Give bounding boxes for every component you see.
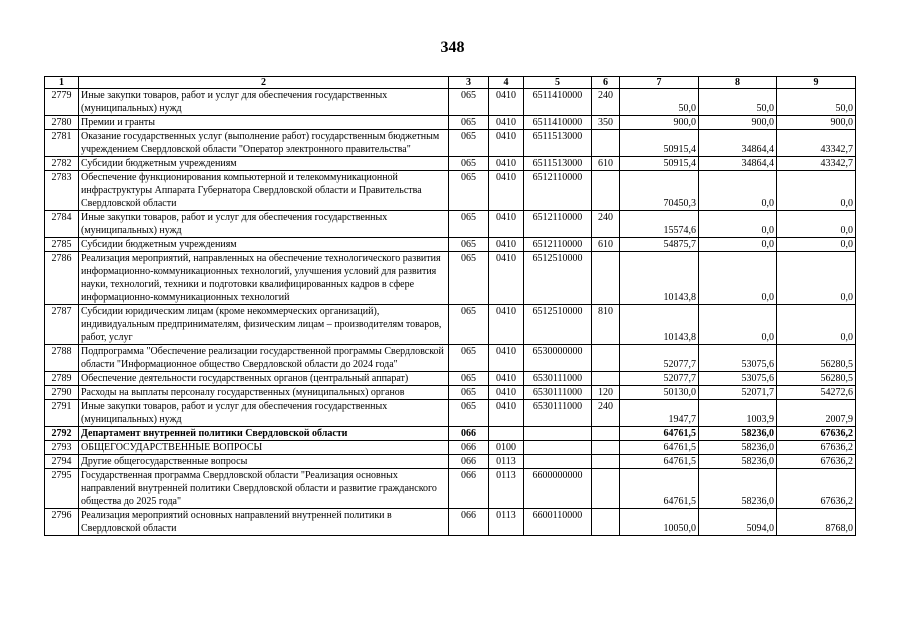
ministry-code: 065 bbox=[449, 238, 489, 252]
ministry-code: 065 bbox=[449, 211, 489, 238]
expense-type-code: 610 bbox=[592, 238, 620, 252]
section-code: 0410 bbox=[489, 89, 524, 116]
row-number: 2780 bbox=[45, 116, 79, 130]
row-number: 2791 bbox=[45, 400, 79, 427]
amount-col7: 10143,8 bbox=[620, 305, 699, 345]
row-number: 2781 bbox=[45, 130, 79, 157]
amount-col7: 52077,7 bbox=[620, 345, 699, 372]
table-row bbox=[45, 130, 856, 157]
amount-col8: 50,0 bbox=[699, 89, 777, 116]
target-code bbox=[524, 427, 592, 441]
header-cell: 5 bbox=[524, 77, 592, 89]
target-code: 6511410000 bbox=[524, 89, 592, 116]
target-code: 6530111000 bbox=[524, 372, 592, 386]
section-code: 0113 bbox=[489, 469, 524, 509]
header-cell: 4 bbox=[489, 77, 524, 89]
header-cell: 1 bbox=[45, 77, 79, 89]
ministry-code: 066 bbox=[449, 469, 489, 509]
amount-col7: 15574,6 bbox=[620, 211, 699, 238]
target-code: 6512110000 bbox=[524, 238, 592, 252]
target-code bbox=[524, 455, 592, 469]
expense-type-code bbox=[592, 130, 620, 157]
table-row bbox=[45, 441, 856, 455]
row-number: 2794 bbox=[45, 455, 79, 469]
target-code: 6511410000 bbox=[524, 116, 592, 130]
row-number: 2784 bbox=[45, 211, 79, 238]
table-row bbox=[45, 400, 856, 427]
expense-type-code: 240 bbox=[592, 400, 620, 427]
table-row bbox=[45, 211, 856, 238]
expense-type-code: 240 bbox=[592, 89, 620, 116]
amount-col7: 54875,7 bbox=[620, 238, 699, 252]
amount-col8: 58236,0 bbox=[699, 469, 777, 509]
row-number: 2786 bbox=[45, 252, 79, 305]
amount-col8: 58236,0 bbox=[699, 427, 777, 441]
row-description: Подпрограмма "Обеспечение реализации государственной программы Свердловской области "Информационное общество Свердловской области до 2024 года" bbox=[79, 345, 449, 372]
section-code: 0410 bbox=[489, 116, 524, 130]
row-description: Реализация мероприятий основных направлений внутренней политики в Свердловской области bbox=[79, 509, 449, 536]
row-number: 2790 bbox=[45, 386, 79, 400]
section-code: 0100 bbox=[489, 441, 524, 455]
amount-col7: 64761,5 bbox=[620, 455, 699, 469]
amount-col9: 43342,7 bbox=[777, 130, 856, 157]
target-code: 6512110000 bbox=[524, 171, 592, 211]
expense-type-code: 240 bbox=[592, 211, 620, 238]
section-code: 0113 bbox=[489, 509, 524, 536]
header-cell: 9 bbox=[777, 77, 856, 89]
expense-type-code bbox=[592, 252, 620, 305]
ministry-code: 066 bbox=[449, 427, 489, 441]
amount-col8: 58236,0 bbox=[699, 441, 777, 455]
header-cell: 2 bbox=[79, 77, 449, 89]
section-code: 0410 bbox=[489, 386, 524, 400]
header-row bbox=[45, 77, 856, 89]
section-code: 0410 bbox=[489, 252, 524, 305]
expense-type-code bbox=[592, 469, 620, 509]
row-description: Премии и гранты bbox=[79, 116, 449, 130]
row-number: 2785 bbox=[45, 238, 79, 252]
table-row bbox=[45, 386, 856, 400]
amount-col9: 0,0 bbox=[777, 238, 856, 252]
section-code: 0410 bbox=[489, 157, 524, 171]
row-description: Субсидии юридическим лицам (кроме некоммерческих организаций), индивидуальным предпринимателям, физическим лицам – производителям товаров, работ, услуг bbox=[79, 305, 449, 345]
table-row bbox=[45, 305, 856, 345]
amount-col7: 50915,4 bbox=[620, 130, 699, 157]
amount-col9: 0,0 bbox=[777, 252, 856, 305]
amount-col8: 0,0 bbox=[699, 211, 777, 238]
table-row bbox=[45, 238, 856, 252]
section-code bbox=[489, 427, 524, 441]
target-code: 6512110000 bbox=[524, 211, 592, 238]
amount-col9: 54272,6 bbox=[777, 386, 856, 400]
amount-col8: 0,0 bbox=[699, 238, 777, 252]
target-code: 6530111000 bbox=[524, 400, 592, 427]
expense-type-code bbox=[592, 455, 620, 469]
row-number: 2782 bbox=[45, 157, 79, 171]
expense-type-code bbox=[592, 171, 620, 211]
section-code: 0410 bbox=[489, 211, 524, 238]
target-code: 6511513000 bbox=[524, 157, 592, 171]
table-row bbox=[45, 345, 856, 372]
target-code bbox=[524, 441, 592, 455]
amount-col8: 53075,6 bbox=[699, 372, 777, 386]
row-number: 2788 bbox=[45, 345, 79, 372]
row-description: Субсидии бюджетным учреждениям bbox=[79, 157, 449, 171]
ministry-code: 065 bbox=[449, 157, 489, 171]
ministry-code: 065 bbox=[449, 400, 489, 427]
amount-col7: 50130,0 bbox=[620, 386, 699, 400]
header-cell: 6 bbox=[592, 77, 620, 89]
row-description: Иные закупки товаров, работ и услуг для обеспечения государственных (муниципальных) нужд bbox=[79, 89, 449, 116]
ministry-code: 065 bbox=[449, 305, 489, 345]
amount-col9: 56280,5 bbox=[777, 345, 856, 372]
ministry-code: 065 bbox=[449, 345, 489, 372]
row-number: 2789 bbox=[45, 372, 79, 386]
amount-col9: 2007,9 bbox=[777, 400, 856, 427]
budget-table bbox=[44, 76, 856, 536]
amount-col8: 5094,0 bbox=[699, 509, 777, 536]
row-description: Иные закупки товаров, работ и услуг для обеспечения государственных (муниципальных) нужд bbox=[79, 400, 449, 427]
expense-type-code bbox=[592, 427, 620, 441]
table-row bbox=[45, 455, 856, 469]
ministry-code: 065 bbox=[449, 89, 489, 116]
amount-col8: 53075,6 bbox=[699, 345, 777, 372]
ministry-code: 066 bbox=[449, 509, 489, 536]
expense-type-code: 810 bbox=[592, 305, 620, 345]
row-number: 2787 bbox=[45, 305, 79, 345]
ministry-code: 065 bbox=[449, 130, 489, 157]
table-row bbox=[45, 89, 856, 116]
header-cell: 8 bbox=[699, 77, 777, 89]
section-code: 0410 bbox=[489, 238, 524, 252]
amount-col8: 0,0 bbox=[699, 305, 777, 345]
row-description: Иные закупки товаров, работ и услуг для обеспечения государственных (муниципальных) нужд bbox=[79, 211, 449, 238]
row-number: 2796 bbox=[45, 509, 79, 536]
ministry-code: 066 bbox=[449, 441, 489, 455]
header-cell: 7 bbox=[620, 77, 699, 89]
row-description: Государственная программа Свердловской области "Реализация основных направлений внутренней политики Свердловской области и развитие гражданского общества до 2025 года" bbox=[79, 469, 449, 509]
row-description: Расходы на выплаты персоналу государственных (муниципальных) органов bbox=[79, 386, 449, 400]
amount-col9: 0,0 bbox=[777, 305, 856, 345]
row-description: Обеспечение деятельности государственных органов (центральный аппарат) bbox=[79, 372, 449, 386]
ministry-code: 065 bbox=[449, 386, 489, 400]
amount-col7: 10050,0 bbox=[620, 509, 699, 536]
expense-type-code bbox=[592, 372, 620, 386]
table-row bbox=[45, 157, 856, 171]
amount-col8: 34864,4 bbox=[699, 130, 777, 157]
table-row bbox=[45, 171, 856, 211]
amount-col8: 0,0 bbox=[699, 252, 777, 305]
ministry-code: 066 bbox=[449, 455, 489, 469]
amount-col7: 64761,5 bbox=[620, 427, 699, 441]
table-row bbox=[45, 469, 856, 509]
target-code: 6600110000 bbox=[524, 509, 592, 536]
table-row bbox=[45, 509, 856, 536]
expense-type-code bbox=[592, 509, 620, 536]
target-code: 6530111000 bbox=[524, 386, 592, 400]
amount-col7: 52077,7 bbox=[620, 372, 699, 386]
amount-col8: 1003,9 bbox=[699, 400, 777, 427]
row-number: 2783 bbox=[45, 171, 79, 211]
row-description: Другие общегосударственные вопросы bbox=[79, 455, 449, 469]
row-description: Департамент внутренней политики Свердловской области bbox=[79, 427, 449, 441]
section-code: 0410 bbox=[489, 171, 524, 211]
expense-type-code: 350 bbox=[592, 116, 620, 130]
amount-col9: 67636,2 bbox=[777, 427, 856, 441]
amount-col8: 900,0 bbox=[699, 116, 777, 130]
ministry-code: 065 bbox=[449, 252, 489, 305]
section-code: 0410 bbox=[489, 305, 524, 345]
target-code: 6512510000 bbox=[524, 305, 592, 345]
amount-col7: 70450,3 bbox=[620, 171, 699, 211]
row-description: Оказание государственных услуг (выполнение работ) государственным бюджетным учреждением Свердловской области "Оператор электронного правительства" bbox=[79, 130, 449, 157]
amount-col9: 0,0 bbox=[777, 171, 856, 211]
row-description: Реализация мероприятий, направленных на обеспечение технологического развития информационно-коммуникационных технологий, улучшения условий для развития науки, технологий, техники и подготовки квалифицированных кадров в сфере информационно-коммуникационных технологий bbox=[79, 252, 449, 305]
row-number: 2792 bbox=[45, 427, 79, 441]
row-description: Субсидии бюджетным учреждениям bbox=[79, 238, 449, 252]
target-code: 6600000000 bbox=[524, 469, 592, 509]
table-row bbox=[45, 427, 856, 441]
amount-col8: 34864,4 bbox=[699, 157, 777, 171]
target-code: 6530000000 bbox=[524, 345, 592, 372]
section-code: 0410 bbox=[489, 372, 524, 386]
header-cell: 3 bbox=[449, 77, 489, 89]
amount-col8: 52071,7 bbox=[699, 386, 777, 400]
target-code: 6511513000 bbox=[524, 130, 592, 157]
row-number: 2793 bbox=[45, 441, 79, 455]
section-code: 0410 bbox=[489, 400, 524, 427]
section-code: 0113 bbox=[489, 455, 524, 469]
expense-type-code: 610 bbox=[592, 157, 620, 171]
amount-col8: 58236,0 bbox=[699, 455, 777, 469]
row-number: 2795 bbox=[45, 469, 79, 509]
amount-col9: 900,0 bbox=[777, 116, 856, 130]
amount-col7: 64761,5 bbox=[620, 441, 699, 455]
amount-col7: 50915,4 bbox=[620, 157, 699, 171]
table-row bbox=[45, 116, 856, 130]
ministry-code: 065 bbox=[449, 171, 489, 211]
amount-col7: 50,0 bbox=[620, 89, 699, 116]
amount-col9: 67636,2 bbox=[777, 441, 856, 455]
amount-col9: 8768,0 bbox=[777, 509, 856, 536]
expense-type-code bbox=[592, 345, 620, 372]
expense-type-code bbox=[592, 441, 620, 455]
amount-col9: 0,0 bbox=[777, 211, 856, 238]
table-row bbox=[45, 372, 856, 386]
ministry-code: 065 bbox=[449, 116, 489, 130]
page-number: 348 bbox=[440, 39, 465, 56]
target-code: 6512510000 bbox=[524, 252, 592, 305]
amount-col7: 10143,8 bbox=[620, 252, 699, 305]
amount-col7: 1947,7 bbox=[620, 400, 699, 427]
section-code: 0410 bbox=[489, 130, 524, 157]
row-description: Обеспечение функционирования компьютерной и телекоммуникационной инфраструктуры Аппарата Губернатора Свердловской области и Правительства Свердловской области bbox=[79, 171, 449, 211]
amount-col9: 67636,2 bbox=[777, 455, 856, 469]
row-description: ОБЩЕГОСУДАРСТВЕННЫЕ ВОПРОСЫ bbox=[79, 441, 449, 455]
table-row bbox=[45, 252, 856, 305]
amount-col7: 900,0 bbox=[620, 116, 699, 130]
expense-type-code: 120 bbox=[592, 386, 620, 400]
amount-col7: 64761,5 bbox=[620, 469, 699, 509]
ministry-code: 065 bbox=[449, 372, 489, 386]
amount-col9: 50,0 bbox=[777, 89, 856, 116]
row-number: 2779 bbox=[45, 89, 79, 116]
amount-col9: 43342,7 bbox=[777, 157, 856, 171]
section-code: 0410 bbox=[489, 345, 524, 372]
amount-col8: 0,0 bbox=[699, 171, 777, 211]
amount-col9: 67636,2 bbox=[777, 469, 856, 509]
amount-col9: 56280,5 bbox=[777, 372, 856, 386]
